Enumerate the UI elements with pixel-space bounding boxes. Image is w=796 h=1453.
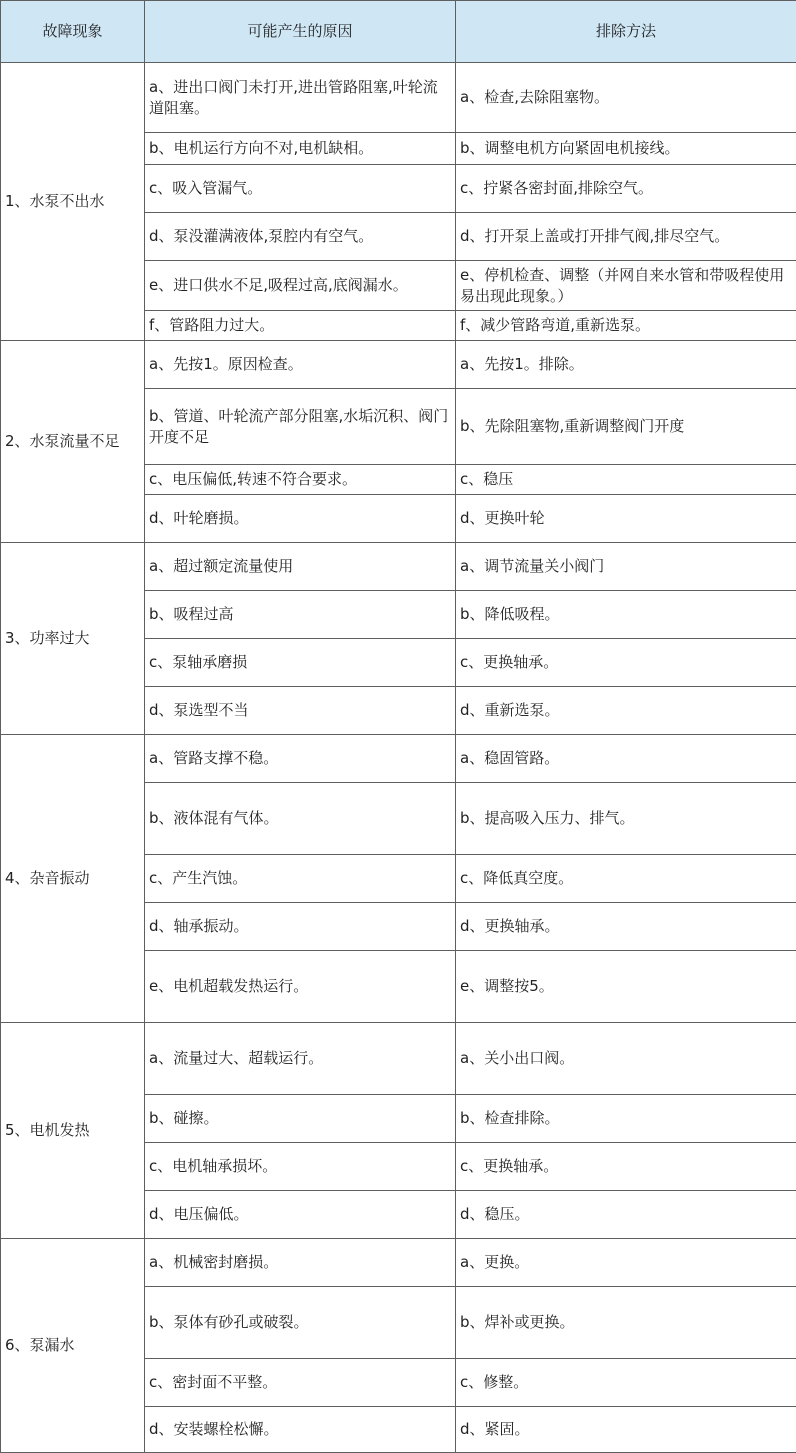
cause-cell: a、管路支撑不稳。 — [145, 735, 456, 783]
cause-cell: a、流量过大、超载运行。 — [145, 1023, 456, 1095]
fix-cell: e、停机检查、调整（并网自来水管和带吸程使用易出现此现象。） — [456, 261, 796, 311]
fix-cell: c、更换轴承。 — [456, 639, 796, 687]
header-fault: 故障现象 — [1, 1, 145, 63]
fix-cell: a、检查,去除阻塞物。 — [456, 63, 796, 133]
cause-cell: c、密封面不平整。 — [145, 1359, 456, 1407]
fix-cell: c、降低真空度。 — [456, 855, 796, 903]
fix-cell: d、紧固。 — [456, 1407, 796, 1453]
header-cause: 可能产生的原因 — [145, 1, 456, 63]
cause-cell: b、管道、叶轮流产部分阻塞,水垢沉积、阀门开度不足 — [145, 389, 456, 465]
fix-cell: a、关小出口阀。 — [456, 1023, 796, 1095]
cause-cell: b、碰擦。 — [145, 1095, 456, 1143]
cause-cell: b、电机运行方向不对,电机缺相。 — [145, 133, 456, 165]
cause-cell: c、电机轴承损坏。 — [145, 1143, 456, 1191]
header-row — [1, 1, 796, 63]
cause-cell: a、超过额定流量使用 — [145, 543, 456, 591]
header-fix: 排除方法 — [456, 1, 796, 63]
cause-cell: a、进出口阀门未打开,进出管路阻塞,叶轮流道阻塞。 — [145, 63, 456, 133]
fix-cell: d、稳压。 — [456, 1191, 796, 1239]
fix-cell: d、更换轴承。 — [456, 903, 796, 951]
fix-cell: d、打开泵上盖或打开排气阀,排尽空气。 — [456, 213, 796, 261]
fix-cell: d、更换叶轮 — [456, 495, 796, 543]
cause-cell: b、泵体有砂孔或破裂。 — [145, 1287, 456, 1359]
table-row — [1, 63, 796, 133]
cause-cell: d、泵选型不当 — [145, 687, 456, 735]
cause-cell: c、产生汽蚀。 — [145, 855, 456, 903]
fix-cell: c、更换轴承。 — [456, 1143, 796, 1191]
cause-cell: d、安装螺栓松懈。 — [145, 1407, 456, 1453]
cause-cell: d、电压偏低。 — [145, 1191, 456, 1239]
cause-cell: e、进口供水不足,吸程过高,底阀漏水。 — [145, 261, 456, 311]
table-row — [1, 1023, 796, 1095]
table-row — [1, 341, 796, 389]
fault-name: 4、杂音振动 — [1, 735, 145, 1023]
fault-name: 5、电机发热 — [1, 1023, 145, 1239]
fix-cell: c、稳压 — [456, 465, 796, 495]
fix-cell: a、更换。 — [456, 1239, 796, 1287]
fix-cell: b、检查排除。 — [456, 1095, 796, 1143]
fault-name: 3、功率过大 — [1, 543, 145, 735]
cause-cell: b、吸程过高 — [145, 591, 456, 639]
cause-cell: d、轴承振动。 — [145, 903, 456, 951]
cause-cell: b、液体混有气体。 — [145, 783, 456, 855]
cause-cell: c、泵轴承磨损 — [145, 639, 456, 687]
fix-cell: d、重新选泵。 — [456, 687, 796, 735]
fault-name: 6、泵漏水 — [1, 1239, 145, 1453]
fault-name: 1、水泵不出水 — [1, 63, 145, 341]
fix-cell: f、减少管路弯道,重新选泵。 — [456, 311, 796, 341]
fix-cell: b、提高吸入压力、排气。 — [456, 783, 796, 855]
fix-cell: b、降低吸程。 — [456, 591, 796, 639]
fault-name: 2、水泵流量不足 — [1, 341, 145, 543]
cause-cell: f、管路阻力过大。 — [145, 311, 456, 341]
table-row — [1, 735, 796, 783]
cause-cell: e、电机超载发热运行。 — [145, 951, 456, 1023]
fix-cell: c、拧紧各密封面,排除空气。 — [456, 165, 796, 213]
cause-cell: d、叶轮磨损。 — [145, 495, 456, 543]
table-row — [1, 1239, 796, 1287]
fix-cell: a、先按1。排除。 — [456, 341, 796, 389]
fix-cell: c、修整。 — [456, 1359, 796, 1407]
fix-cell: a、稳固管路。 — [456, 735, 796, 783]
fix-cell: b、先除阻塞物,重新调整阀门开度 — [456, 389, 796, 465]
cause-cell: a、机械密封磨损。 — [145, 1239, 456, 1287]
fix-cell: e、调整按5。 — [456, 951, 796, 1023]
cause-cell: c、电压偏低,转速不符合要求。 — [145, 465, 456, 495]
fix-cell: b、调整电机方向紧固电机接线。 — [456, 133, 796, 165]
cause-cell: a、先按1。原因检查。 — [145, 341, 456, 389]
fix-cell: a、调节流量关小阀门 — [456, 543, 796, 591]
table-row — [1, 543, 796, 591]
fix-cell: b、焊补或更换。 — [456, 1287, 796, 1359]
cause-cell: c、吸入管漏气。 — [145, 165, 456, 213]
cause-cell: d、泵没灌满液体,泵腔内有空气。 — [145, 213, 456, 261]
